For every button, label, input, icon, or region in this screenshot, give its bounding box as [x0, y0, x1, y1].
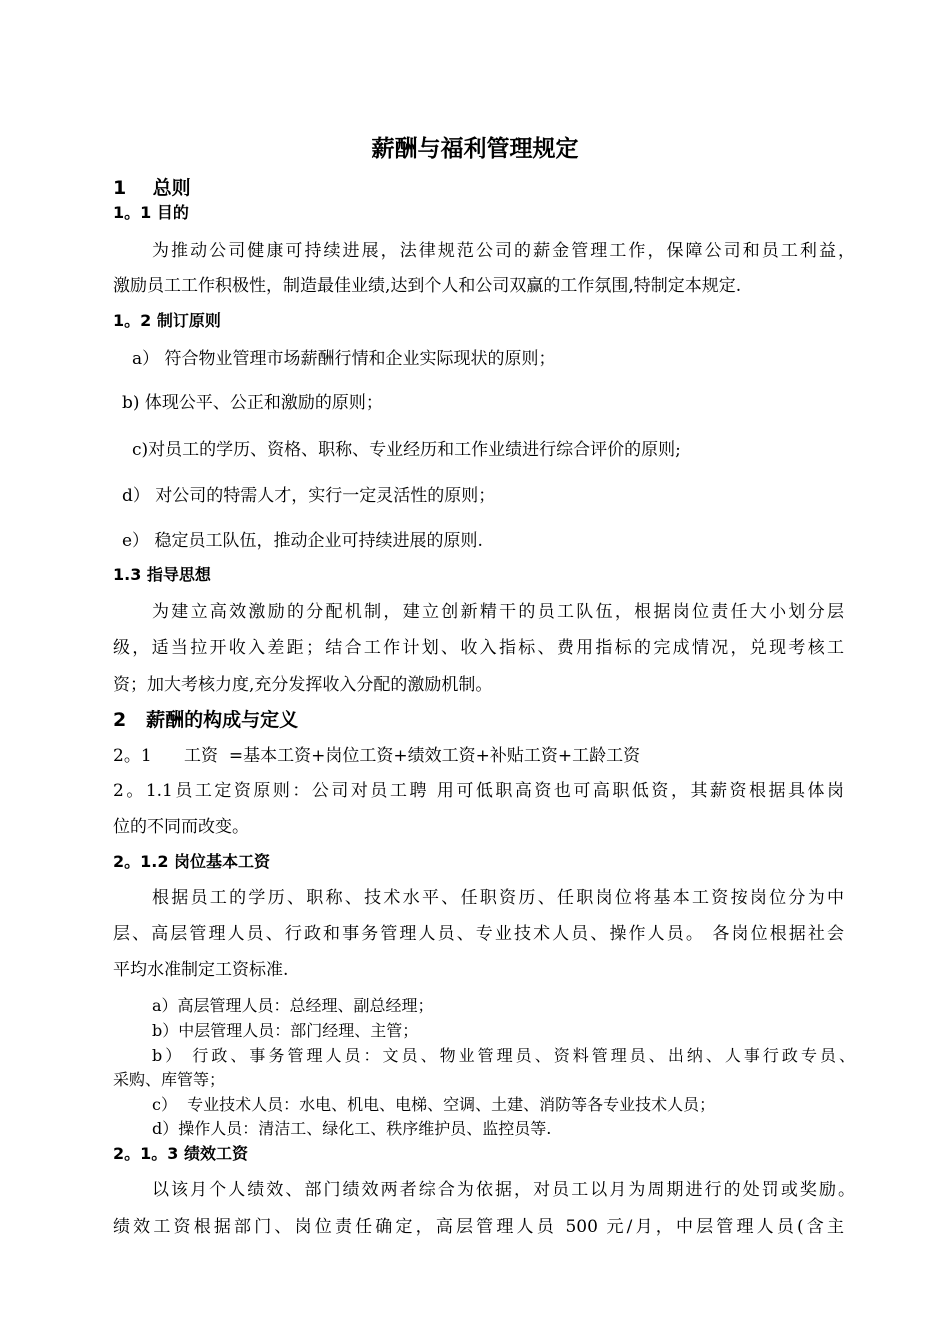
section-1-1-line-2: 激励员工工作积极性，制造最佳业绩,达到个人和公司双赢的工作氛围,特制定本规定.	[113, 276, 742, 296]
section-2-1-1-line-1: 2。1.1员工定资原则：公司对员工聘 用可低职高资也可高职低资，其薪资根据具体岗	[113, 781, 844, 801]
section-2-1-2-line-3: 平均水准制定工资标准.	[113, 960, 289, 980]
position-list-item-3: b） 行政、事务管理人员：文员、物业管理员、资料管理员、出纳、人事行政专员、	[152, 1046, 855, 1065]
principle-item-e: e） 稳定员工队伍，推动企业可持续进展的原则.	[122, 531, 483, 551]
section-1-3-line-1: 为建立高效激励的分配机制，建立创新精干的员工队伍，根据岗位责任大小划分层	[152, 602, 844, 622]
section-1-3-line-3: 资；加大考核力度,充分发挥收入分配的激励机制。	[113, 675, 493, 695]
section-2-1-3-line-1: 以该月个人绩效、部门绩效两者综合为依据，对员工以月为周期进行的处罚或奖励。	[152, 1180, 855, 1200]
position-list-item-2: b）中层管理人员：部门经理、主管；	[152, 1021, 419, 1040]
section-1-heading: 1 总则	[113, 177, 191, 199]
section-2-1-1-line-2: 位的不同而改变。	[113, 817, 249, 837]
document-title: 薪酬与福利管理规定	[371, 136, 579, 162]
section-1-1-heading: 1。1 目的	[113, 203, 189, 222]
position-list-item-1: a）高层管理人员：总经理、副总经理；	[152, 996, 434, 1015]
position-list-item-3-cont: 采购、库管等；	[113, 1070, 226, 1089]
section-1-1-line-1: 为推动公司健康可持续进展，法律规范公司的薪金管理工作，保障公司和员工利益，	[152, 241, 855, 261]
principle-item-b: b) 体现公平、公正和激励的原则；	[122, 393, 383, 413]
section-1-2-heading: 1。2 制订原则	[113, 311, 221, 330]
section-2-1-3-heading: 2。1。3 绩效工资	[113, 1144, 248, 1163]
section-2-heading: 2 薪酬的构成与定义	[113, 709, 299, 731]
section-2-1-2-line-2: 层、高层管理人员、行政和事务管理人员、专业技术人员、操作人员。 各岗位根据社会	[113, 924, 844, 944]
position-list-item-5: d）操作人员：清洁工、绿化工、秩序维护员、监控员等.	[152, 1119, 552, 1138]
section-2-1-2-line-1: 根据员工的学历、职称、技术水平、任职资历、任职岗位将基本工资按岗位分为中	[152, 888, 844, 908]
position-list-item-4: c） 专业技术人员：水电、机电、电梯、空调、土建、消防等各专业技术人员；	[152, 1095, 716, 1114]
principle-item-a: a） 符合物业管理市场薪酬行情和企业实际现状的原则；	[132, 349, 556, 369]
principle-item-d: d） 对公司的特需人才，实行一定灵活性的原则；	[122, 486, 496, 506]
section-1-3-heading: 1.3 指导思想	[113, 565, 211, 584]
section-1-3-line-2: 级，适当拉开收入差距；结合工作计划、收入指标、费用指标的完成情况，兑现考核工	[113, 638, 844, 658]
section-2-1-3-line-2: 绩效工资根据部门、岗位责任确定，高层管理人员 500 元/月，中层管理人员(含主	[113, 1217, 844, 1237]
section-2-1-formula: 2。1 工资 =基本工资+岗位工资+绩效工资+补贴工资+工龄工资	[113, 746, 641, 766]
section-2-1-2-heading: 2。1.2 岗位基本工资	[113, 852, 271, 871]
principle-item-c: c)对员工的学历、资格、职称、专业经历和工作业绩进行综合评价的原则;	[132, 440, 681, 460]
